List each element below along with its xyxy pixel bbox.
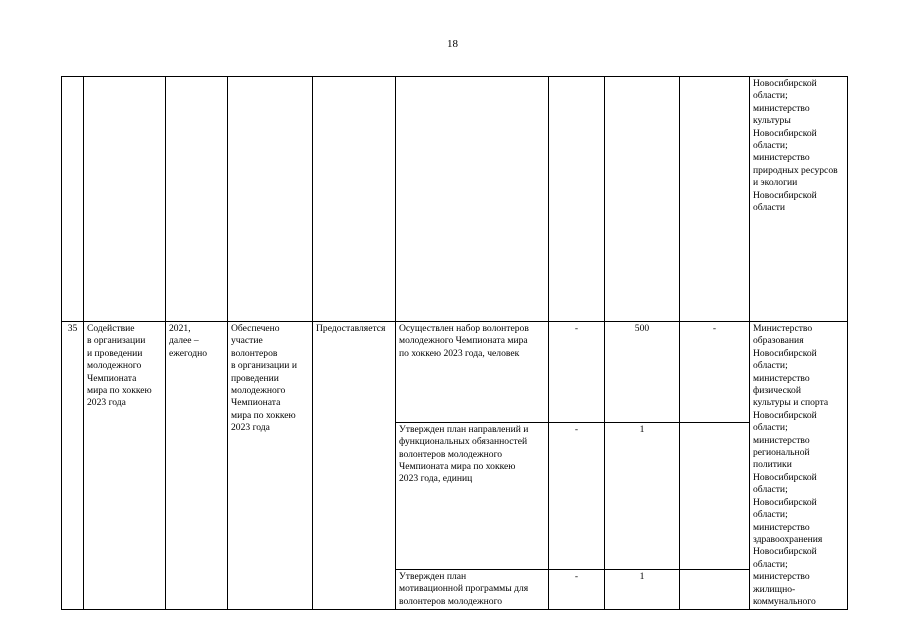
responsible: Министерство образования Новосибирской области; министерство физической культуры и спорта Новосибирской области; министерство региональной политики Новосибирской области; Новосибирской области; министерство здравоохранения Новосибирской области; министерство жилищно- коммунального [750,322,848,610]
cell-empty [166,77,228,322]
measure-name: Содействие в организации и проведении молодежного Чемпионата мира по хоккею 2023 года [84,322,166,610]
funding-status: Предоставляется [313,322,396,610]
indicator-target: 1 [605,569,680,610]
indicator-base: - [549,569,605,610]
period: 2021, далее – ежегодно [166,322,228,610]
page-number: 18 [447,38,458,50]
cell-empty [313,77,396,322]
cell-empty [62,77,84,322]
indicator-target: 500 [605,322,680,423]
indicator-name: Утвержден план направлений и функциональных обязанностей волонтеров молодежного Чемпионата мира по хоккею 2023 года, единиц [396,422,549,569]
row-number: 35 [62,322,84,610]
table-row [62,322,848,423]
cell-empty [549,77,605,322]
cell-empty [228,77,313,322]
cell-empty [84,77,166,322]
cell-empty [396,77,549,322]
cell-empty [605,77,680,322]
indicator-extra [680,422,750,569]
indicator-base: - [549,322,605,423]
measures-table [61,76,848,610]
indicator-extra [680,569,750,610]
cell-empty [680,77,750,322]
indicator-target: 1 [605,422,680,569]
expected-result: Обеспечено участие волонтеров в организации и проведении молодежного Чемпионата мира по хоккею 2023 года [228,322,313,610]
indicator-base: - [549,422,605,569]
indicator-extra: - [680,322,750,423]
indicator-name: Осуществлен набор волонтеров молодежного Чемпионата мира по хоккею 2023 года, человек [396,322,549,423]
continuation-row [62,77,848,322]
indicator-name: Утвержден план мотивационной программы для волонтеров молодежного [396,569,549,610]
responsible-continuation: Новосибирской области; министерство культуры Новосибирской области; министерство природных ресурсов и экологии Новосибирской области [750,77,848,322]
